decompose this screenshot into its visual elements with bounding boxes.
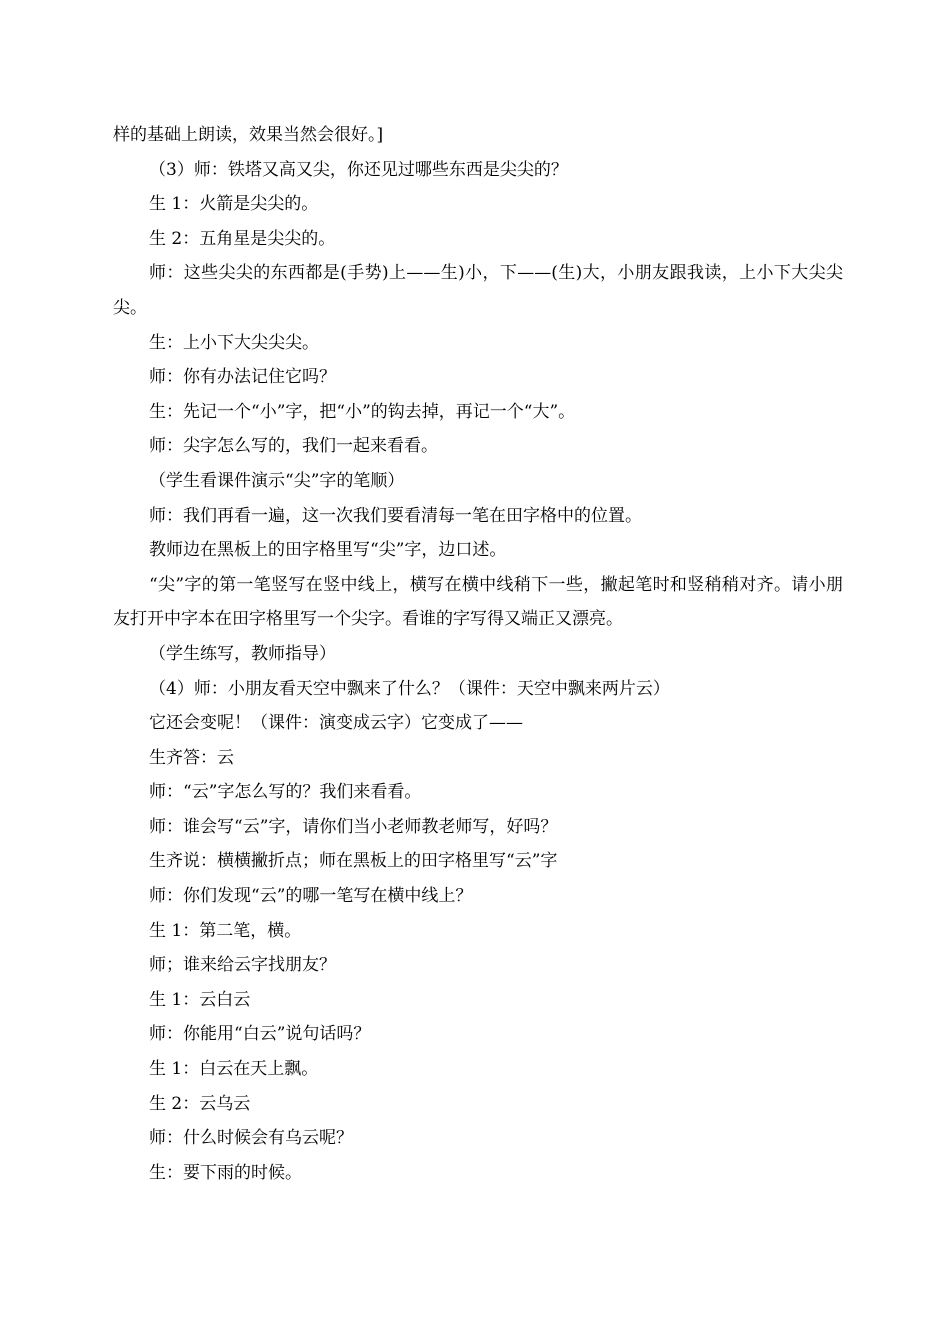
paragraph: （学生练写，教师指导） xyxy=(149,643,336,664)
paragraph: 师：“云”字怎么写的？我们来看看。 xyxy=(149,782,422,803)
paragraph: 师：这些尖尖的东西都是(手势)上——生)小，下——(生)大，小朋友跟我读，上小下大尖尖尖。 xyxy=(113,263,843,318)
paragraph: （4）师：小朋友看天空中飘来了什么？（课件：天空中飘来两片云） xyxy=(149,678,670,699)
paragraph: 生 1：火箭是尖尖的。 xyxy=(149,194,319,215)
paragraph: 生 1：云白云 xyxy=(149,989,251,1010)
paragraph: 生 1：第二笔，横。 xyxy=(149,920,302,941)
paragraph: 样的基础上朗读，效果当然会很好。] xyxy=(113,125,384,145)
paragraph: 师：尖字怎么写的，我们一起来看看。 xyxy=(149,436,438,457)
paragraph: 师：你们发现“云”的哪一笔写在横中线上？ xyxy=(149,886,473,907)
paragraph: 生：先记一个“小”字，把“小”的钩去掉，再记一个“大”。 xyxy=(149,401,576,422)
paragraph: 师：你能用“白云”说句话吗？ xyxy=(149,1024,371,1045)
paragraph: 生齐说：横横撇折点；师在黑板上的田字格里写“云”字 xyxy=(149,851,558,872)
paragraph: 它还会变呢！（课件：演变成云字）它变成了—— xyxy=(149,713,523,734)
document-body xyxy=(113,118,843,1190)
paragraph: 生：上小下大尖尖尖。 xyxy=(149,332,319,353)
paragraph: 教师边在黑板上的田字格里写“尖”字，边口述。 xyxy=(149,540,507,561)
paragraph: 生 2：五角星是尖尖的。 xyxy=(149,228,336,249)
paragraph: 师：谁会写“云”字，请你们当小老师教老师写，好吗？ xyxy=(149,816,558,837)
paragraph: 师：你有办法记住它吗？ xyxy=(149,367,336,388)
paragraph: 生齐答：云 xyxy=(149,747,234,768)
paragraph: 生：要下雨的时候。 xyxy=(149,1162,302,1183)
paragraph: “尖”字的第一笔竖写在竖中线上，横写在横中线稍下一些，撇起笔时和竖稍稍对齐。请小朋友打开中字本在田字格里写一个尖字。看谁的字写得又端正又漂亮。 xyxy=(113,574,843,630)
paragraph: 生 1：白云在天上飘。 xyxy=(149,1059,319,1080)
paragraph: （3）师：铁塔又高又尖，你还见过哪些东西是尖尖的？ xyxy=(149,159,568,180)
paragraph: 师；谁来给云字找朋友？ xyxy=(149,955,336,976)
paragraph: 师：我们再看一遍，这一次我们要看清每一笔在田字格中的位置。 xyxy=(149,505,642,526)
paragraph: 师：什么时候会有乌云呢？ xyxy=(149,1128,353,1149)
paragraph: （学生看课件演示“尖”字的笔顺） xyxy=(149,470,405,491)
paragraph: 生 2：云乌云 xyxy=(149,1093,251,1114)
